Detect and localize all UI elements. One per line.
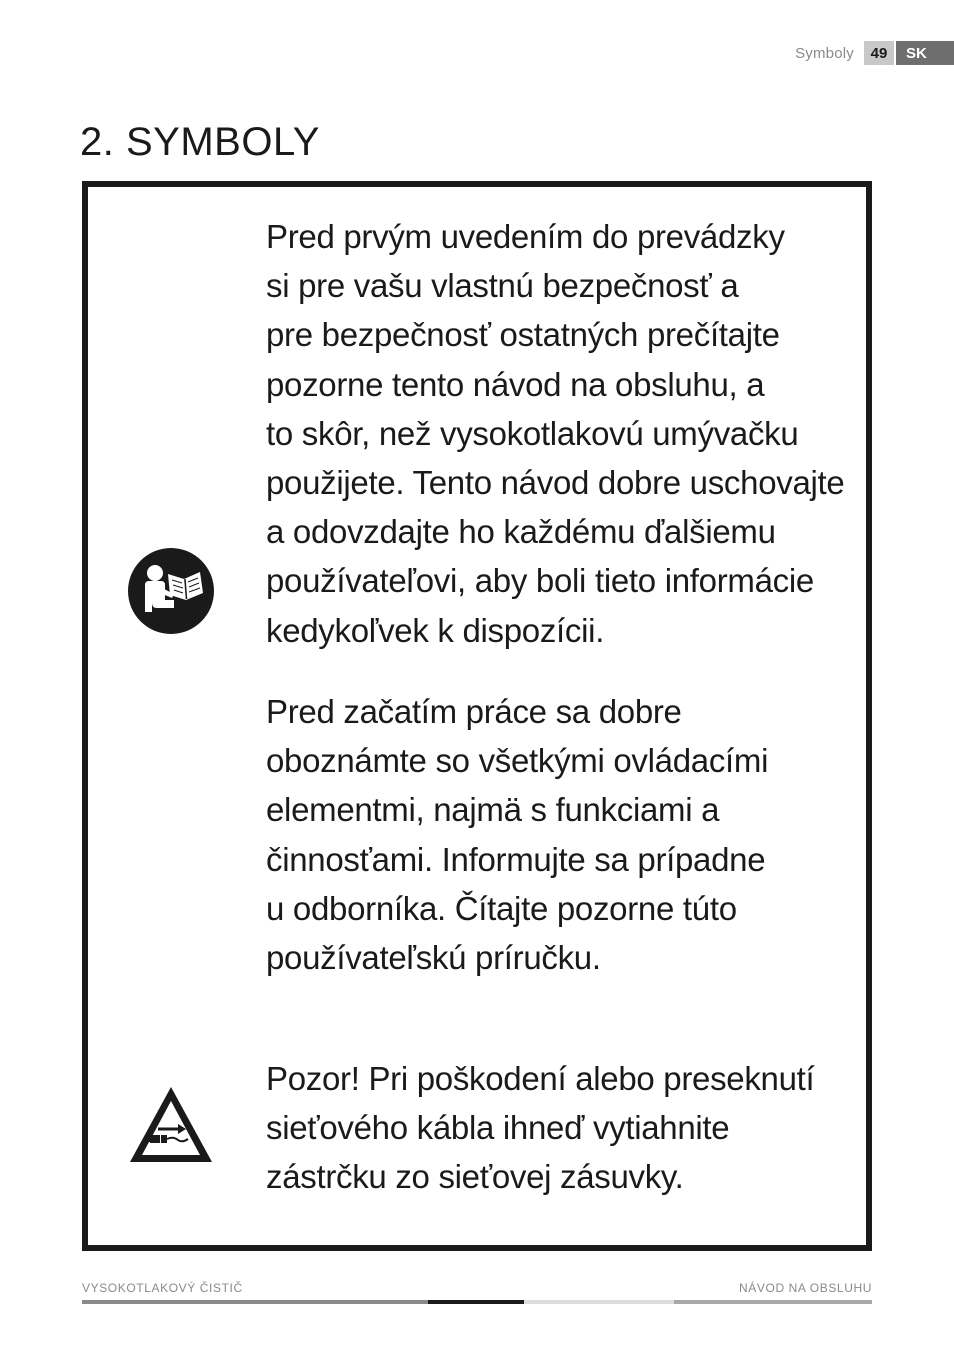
page-title: 2. SYMBOLY	[80, 120, 320, 164]
header-language-tag: SK	[896, 41, 954, 65]
header-section-title: Symboly	[795, 44, 854, 62]
footer-product-name: VYSOKOTLAKOVÝ ČISTIČ	[82, 1281, 243, 1295]
footer-rule-segment-2	[428, 1300, 524, 1304]
electrical-warning-icon	[128, 1085, 214, 1165]
page-header	[795, 41, 954, 65]
read-manual-icon	[128, 548, 214, 634]
footer-rule-segment-3	[524, 1300, 674, 1304]
paragraph-read-manual: Pred prvým uvedením do prevádzky si pre vašu vlastnú bezpečnosť a pre bezpečnosť ostatných prečítajte pozorne tento návod na obsluhu, a to skôr, než vysokotlakovú umývačku použijete. Tento návod dobre uschovajte a odovzdajte ho každému ďalšiemu používateľovi, aby boli tieto informácie kedykoľvek k dispozícii.	[266, 218, 845, 649]
footer-rule-segment-4	[674, 1300, 872, 1304]
footer-rule-segment-1	[82, 1300, 428, 1304]
paragraph-cable-warning: Pozor! Pri poškodení alebo preseknutí sieťového kábla ihneď vytiahnite zástrčku zo sieťovej zásuvky.	[266, 1060, 815, 1196]
header-page-number: 49	[864, 41, 894, 65]
footer-document-type: NÁVOD NA OBSLUHU	[739, 1281, 872, 1295]
paragraph-controls: Pred začatím práce sa dobre oboznámte so všetkými ovládacími elementmi, najmä s funkciami a činnosťami. Informujte sa prípadne u odborníka. Čítajte pozorne túto používateľskú príručku.	[266, 693, 769, 977]
symbols-box	[82, 181, 872, 1251]
